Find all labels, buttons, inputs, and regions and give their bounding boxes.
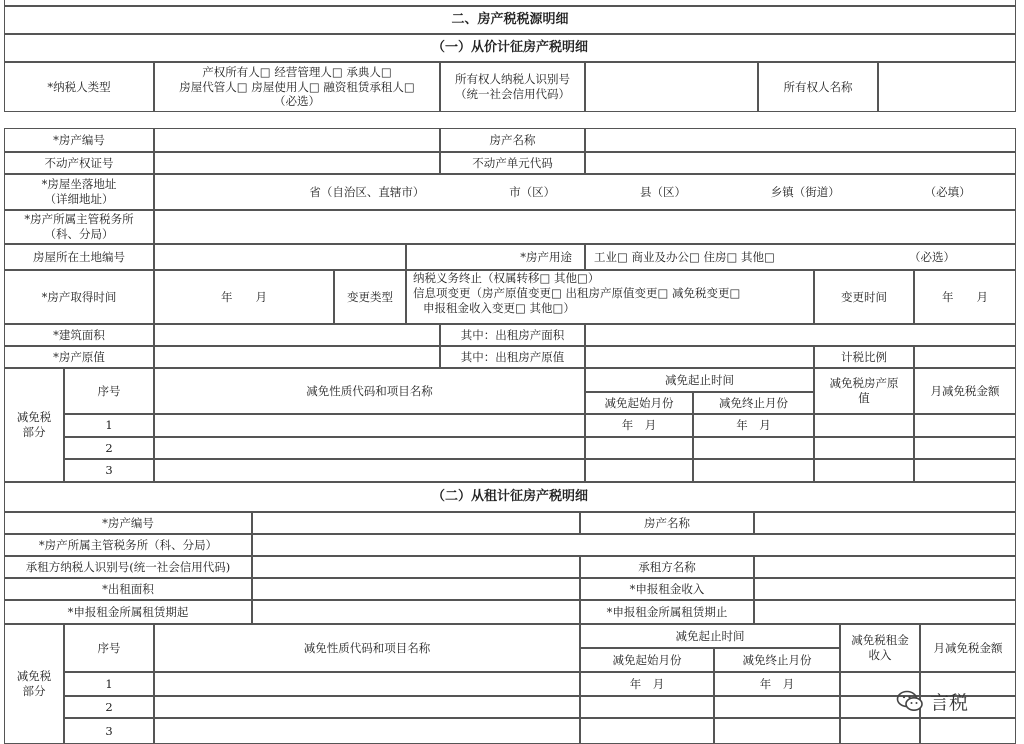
rent-area-label: 其中：出租房产面积 bbox=[440, 324, 585, 346]
rent-exempt-row-start[interactable]: 年 月 bbox=[580, 672, 714, 696]
exempt-row-seq: 1 bbox=[64, 414, 154, 437]
exempt-row-start[interactable]: 年 月 bbox=[585, 414, 693, 437]
rent-income-field[interactable] bbox=[754, 578, 1016, 600]
house-no-field[interactable] bbox=[154, 128, 440, 152]
watermark bbox=[896, 688, 968, 714]
land-no-field[interactable] bbox=[154, 244, 406, 270]
rent-exempt-seq-header: 序号 bbox=[64, 624, 154, 672]
exempt-row-monthly[interactable] bbox=[914, 414, 1016, 437]
rent-exempt-side-label: 减免税 部分 bbox=[4, 624, 64, 744]
exempt-row-seq: 2 bbox=[64, 437, 154, 459]
house-use-options[interactable]: 工业□ 商业及办公□ 住房□ 其他□ （必选） bbox=[585, 244, 1016, 270]
exempt-row-monthly[interactable] bbox=[914, 437, 1016, 459]
exempt-row-base[interactable] bbox=[814, 459, 914, 482]
land-no-label: 房屋所在土地编号 bbox=[4, 244, 154, 270]
taxpayer-type-label: *纳税人类型 bbox=[4, 62, 154, 112]
rent-exempt-row-end[interactable] bbox=[714, 696, 840, 718]
lessee-id-field[interactable] bbox=[252, 556, 580, 578]
exempt-row-code[interactable] bbox=[154, 437, 585, 459]
exempt-row-start[interactable] bbox=[585, 459, 693, 482]
rent-exempt-row-start[interactable] bbox=[580, 718, 714, 744]
rent-exempt-row-monthly[interactable] bbox=[920, 718, 1016, 744]
cert-no-field[interactable] bbox=[154, 152, 440, 174]
house-value-field[interactable] bbox=[154, 346, 440, 368]
section-1-heading: （一）从价计征房产税明细 bbox=[4, 34, 1016, 62]
exempt-seq-header: 序号 bbox=[64, 368, 154, 414]
exempt-row-end[interactable] bbox=[693, 459, 814, 482]
watermark-text: 言税 bbox=[930, 691, 969, 714]
rent-house-name-field[interactable] bbox=[754, 512, 1016, 534]
section-2-heading: （二）从租计征房产税明细 bbox=[4, 482, 1016, 512]
owner-name-field[interactable] bbox=[878, 62, 1016, 112]
rent-exempt-base-header: 减免税租金 收入 bbox=[840, 624, 920, 672]
rent-house-name-label: 房产名称 bbox=[580, 512, 754, 534]
change-time-field[interactable]: 年 月 bbox=[914, 270, 1016, 324]
rent-exempt-start-header: 减免起始月份 bbox=[580, 648, 714, 672]
rent-exempt-row-seq: 2 bbox=[64, 696, 154, 718]
exempt-side-label: 减免税 部分 bbox=[4, 368, 64, 482]
tax-office-field[interactable] bbox=[154, 210, 1016, 244]
unit-code-label: 不动产单元代码 bbox=[440, 152, 585, 174]
rented-area-field[interactable] bbox=[252, 578, 580, 600]
rent-exempt-row-start[interactable] bbox=[580, 696, 714, 718]
rent-exempt-row-seq: 1 bbox=[64, 672, 154, 696]
building-area-label: *建筑面积 bbox=[4, 324, 154, 346]
change-type-options[interactable]: 纳税义务终止（权属转移□ 其他□） 信息项变更（房产原值变更□ 出租房产原值变更□ 减免税变更□ 申报租金收入变更□ 其他□） bbox=[406, 270, 814, 324]
rent-exempt-row-code[interactable] bbox=[154, 672, 580, 696]
cert-no-label: 不动产权证号 bbox=[4, 152, 154, 174]
exempt-start-header: 减免起始月份 bbox=[585, 392, 693, 414]
house-no-label: *房产编号 bbox=[4, 128, 154, 152]
wechat-icon bbox=[896, 690, 924, 712]
exempt-code-header: 减免性质代码和项目名称 bbox=[154, 368, 585, 414]
lease-end-field[interactable] bbox=[754, 600, 1016, 624]
exempt-row-base[interactable] bbox=[814, 437, 914, 459]
rent-tax-office-label: *房产所属主管税务所（科、分局） bbox=[4, 534, 252, 556]
house-name-field[interactable] bbox=[585, 128, 1016, 152]
address-field[interactable]: 省（自治区、直辖市） 市（区） 县（区） 乡镇（街道） （必填） bbox=[154, 174, 1016, 210]
rent-tax-office-field[interactable] bbox=[252, 534, 1016, 556]
exempt-row-end[interactable]: 年 月 bbox=[693, 414, 814, 437]
rent-exempt-monthly-header: 月减免税金额 bbox=[920, 624, 1016, 672]
page-title: 二、房产税税源明细 bbox=[4, 6, 1016, 34]
exempt-base-header: 减免税房产原 值 bbox=[814, 368, 914, 414]
exempt-row-monthly[interactable] bbox=[914, 459, 1016, 482]
house-use-label: *房产用途 bbox=[406, 244, 585, 270]
rent-house-no-label: *房产编号 bbox=[4, 512, 252, 534]
rent-exempt-row-end[interactable] bbox=[714, 718, 840, 744]
acquire-time-label: *房产取得时间 bbox=[4, 270, 154, 324]
rent-exempt-row-end[interactable]: 年 月 bbox=[714, 672, 840, 696]
owner-id-field[interactable] bbox=[585, 62, 758, 112]
unit-code-field[interactable] bbox=[585, 152, 1016, 174]
change-type-label: 变更类型 bbox=[334, 270, 406, 324]
exempt-row-code[interactable] bbox=[154, 459, 585, 482]
acquire-time-field[interactable]: 年 月 bbox=[154, 270, 334, 324]
rent-exempt-end-header: 减免终止月份 bbox=[714, 648, 840, 672]
lessee-name-label: 承租方名称 bbox=[580, 556, 754, 578]
rent-exempt-row-code[interactable] bbox=[154, 718, 580, 744]
rent-income-label: *申报租金收入 bbox=[580, 578, 754, 600]
taxpayer-type-options[interactable]: 产权所有人□ 经营管理人□ 承典人□ 房屋代管人□ 房屋使用人□ 融资租赁承租人□ （必选） bbox=[154, 62, 440, 112]
house-name-label: 房产名称 bbox=[440, 128, 585, 152]
exempt-row-start[interactable] bbox=[585, 437, 693, 459]
lease-start-label: *申报租金所属租赁期起 bbox=[4, 600, 252, 624]
exempt-end-header: 减免终止月份 bbox=[693, 392, 814, 414]
tax-ratio-field[interactable] bbox=[914, 346, 1016, 368]
lessee-id-label: 承租方纳税人识别号(统一社会信用代码) bbox=[4, 556, 252, 578]
address-label: *房屋坐落地址 （详细地址） bbox=[4, 174, 154, 210]
rent-area-field[interactable] bbox=[585, 324, 1016, 346]
tax-ratio-label: 计税比例 bbox=[814, 346, 914, 368]
exempt-row-end[interactable] bbox=[693, 437, 814, 459]
tax-office-label: *房产所属主管税务所 （科、分局） bbox=[4, 210, 154, 244]
lease-start-field[interactable] bbox=[252, 600, 580, 624]
owner-name-label: 所有权人名称 bbox=[758, 62, 878, 112]
exempt-monthly-header: 月减免税金额 bbox=[914, 368, 1016, 414]
rent-exempt-code-header: 减免性质代码和项目名称 bbox=[154, 624, 580, 672]
rent-exempt-row-seq: 3 bbox=[64, 718, 154, 744]
rent-value-field[interactable] bbox=[585, 346, 814, 368]
rent-exempt-row-code[interactable] bbox=[154, 696, 580, 718]
exempt-row-base[interactable] bbox=[814, 414, 914, 437]
building-area-field[interactable] bbox=[154, 324, 440, 346]
rented-area-label: *出租面积 bbox=[4, 578, 252, 600]
rent-house-no-field[interactable] bbox=[252, 512, 580, 534]
rent-value-label: 其中：出租房产原值 bbox=[440, 346, 585, 368]
exempt-period-header: 减免起止时间 bbox=[585, 368, 814, 392]
rent-exempt-period-header: 减免起止时间 bbox=[580, 624, 840, 648]
exempt-row-seq: 3 bbox=[64, 459, 154, 482]
lessee-name-field[interactable] bbox=[754, 556, 1016, 578]
owner-id-label: 所有权人纳税人识别号 （统一社会信用代码） bbox=[440, 62, 585, 112]
change-time-label: 变更时间 bbox=[814, 270, 914, 324]
lease-end-label: *申报租金所属租赁期止 bbox=[580, 600, 754, 624]
rent-exempt-row-base[interactable] bbox=[840, 718, 920, 744]
exempt-row-code[interactable] bbox=[154, 414, 585, 437]
house-value-label: *房产原值 bbox=[4, 346, 154, 368]
